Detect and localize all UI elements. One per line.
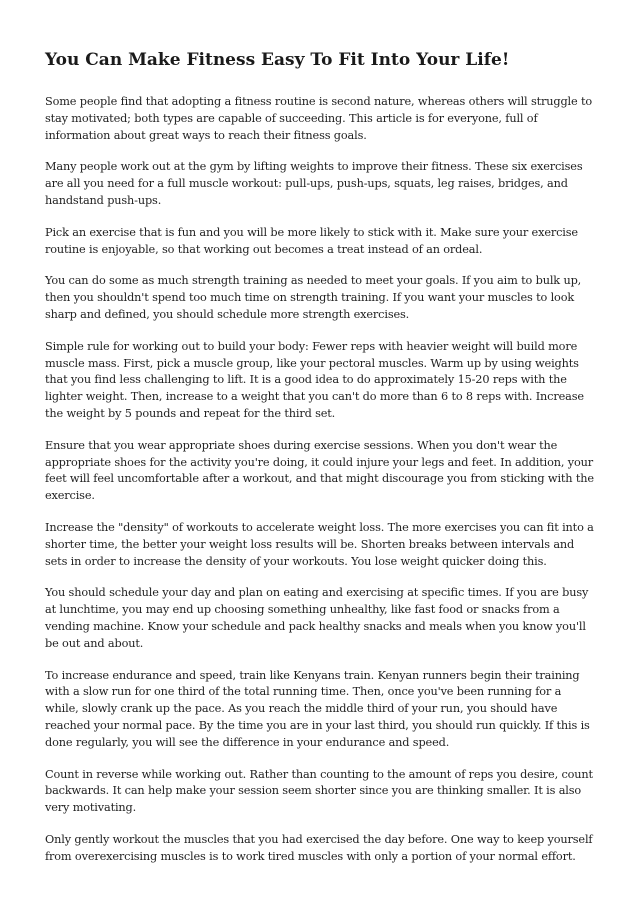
- paragraph-fun-exercise: Pick an exercise that is fun and you will be more likely to stick with it. Make sure your exercise routine is enjoyable, so that working out becomes a treat instead of an ordeal.: [45, 225, 578, 256]
- paragraph-schedule-day: You should schedule your day and plan on eating and exercising at specific times. If you are busy at lunchtime, you may end up choosing something unhealthy, like fast food or snacks from a vending machine. Know your schedule and pack healthy snacks and meals when you know you'll be out and about.: [45, 586, 589, 650]
- document-page: [45, 48, 595, 880]
- paragraph-kenyan-training: To increase endurance and speed, train like Kenyans train. Kenyan runners begin their training with a slow run for one third of the total running time. Then, once you've been running for a while, slowly crank up the pace. As you reach the middle third of your run, you should have reached your normal pace. By the time you are in your last third, you should run quickly. If this is done regularly, you will see the difference in your endurance and speed.: [45, 668, 590, 749]
- paragraph-adopting-routine: Some people find that adopting a fitness routine is second nature, whereas others will struggle to stay motivated; both types are capable of succeeding. This article is for everyone, full of information about great ways to reach their fitness goals.: [45, 95, 593, 142]
- paragraph-build-body-rule: Simple rule for working out to build your body: Fewer reps with heavier weight will build more muscle mass. First, pick a muscle group, like your pectoral muscles. Warm up by using weights that you find less challenging to lift. It is a good idea to do approximately 15-20 reps with the lighter weight. Then, increase to a weight that you can't do more than 6 to 8 reps with. Increase the weight by 5 pounds and repeat for the third set.: [45, 339, 584, 420]
- paragraph-workout-density: Increase the "density" of workouts to accelerate weight loss. The more exercises you can fit into a shorter time, the better your weight loss results will be. Shorten breaks between intervals and sets in order to increase the density of your workouts. You lose weight quicker doing this.: [45, 520, 594, 568]
- paragraph-lifting-weights: Many people work out at the gym by lifting weights to improve their fitness. These six exercises are all you need for a full muscle workout: pull-ups, push-ups, squats, leg raises, bridges, and handstand push-ups.: [45, 160, 583, 207]
- paragraph-strength-training: You can do some as much strength training as needed to meet your goals. If you aim to bulk up, then you shouldn't spend too much time on strength training. If you want your muscles to look sharp and defined, you should schedule more strength exercises.: [45, 274, 582, 321]
- paragraph-appropriate-shoes: Ensure that you wear appropriate shoes during exercise sessions. When you don't wear the appropriate shoes for the activity you're doing, it could injure your legs and feet. In addition, your feet will feel uncomfortable after a workout, and that might discourage you from sticking with the exercise.: [45, 438, 594, 503]
- paragraph-count-reverse: Count in reverse while working out. Rather than counting to the amount of reps you desire, count backwards. It can help make your session seem shorter since you are thinking smaller. It is also very motivating.: [45, 767, 593, 815]
- paragraph-gentle-workout: Only gently workout the muscles that you had exercised the day before. One way to keep yourself from overexercising muscles is to work tired muscles with only a portion of your normal effort.: [45, 832, 593, 863]
- document-title: You Can Make Fitness Easy To Fit Into Your Life!: [45, 50, 510, 70]
